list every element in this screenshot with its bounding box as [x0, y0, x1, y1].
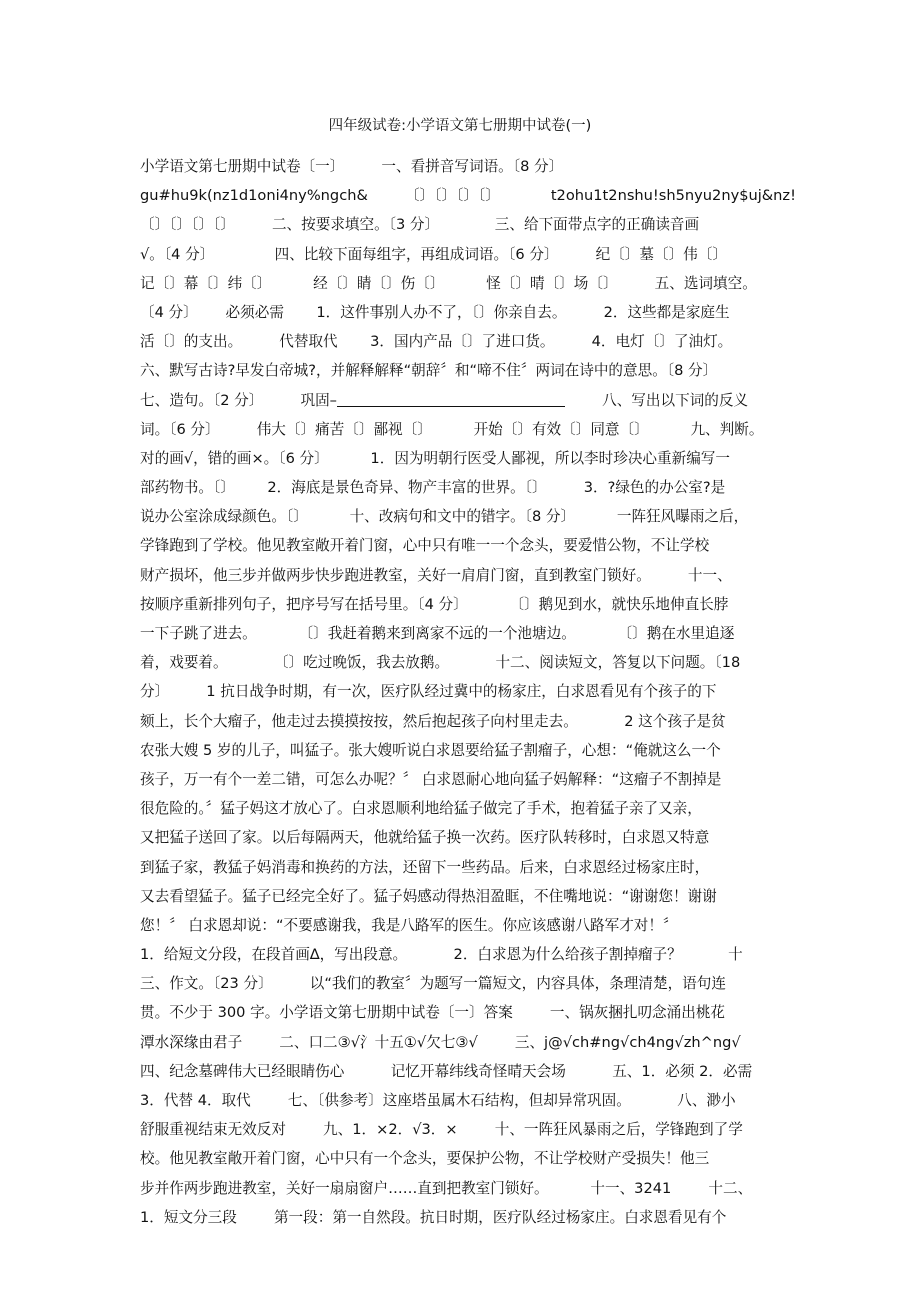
exam-body — [140, 152, 796, 1232]
page-title: 四年级试卷:小学语文第七册期中试卷(一) — [328, 118, 592, 134]
text-line: 舒服重视结束无效反对 九、1．×2．√3．× 十、一阵狂风暴雨之后，学锋跑到了学 — [140, 1121, 743, 1139]
text-line: 农张大嫂 5 岁的儿子，叫猛子。张大嫂听说白求恩要给猛子割瘤子，心想：“俺就这么一个 — [140, 741, 721, 759]
text-line: 按顺序重新排列句子，把序号写在括号里。〔4 分〕 〔〕鹅见到水，就快乐地伸直长脖 — [140, 595, 729, 613]
text-line-with-blank — [140, 386, 790, 415]
text-line: 很危险的。〞猛子妈这才放心了。白求恩顺利地给猛子做完了手术，抱着猛子亲了又亲， — [140, 800, 702, 818]
text-line: 颏上，长个大瘤子，他走过去摸摸按按，然后抱起孩子向村里走去。 2 这个孩子是贫 — [140, 712, 726, 730]
text-line: 〔〕〔〕〔〕〔〕 二、按要求填空。〔3 分〕 三、给下面带点字的正确读音画 — [140, 216, 700, 234]
text-line: 1．短文分三段 第一段：第一自然段。抗日时期，医疗队经过杨家庄。白求恩看见有个 — [140, 1208, 727, 1226]
text-line: 说办公室涂成绿颜色。〔〕 十、改病句和文中的错字。〔8 分〕 一阵狂风曝雨之后， — [140, 508, 749, 526]
text-line: 记〔〕幕〔〕纬〔〕 经〔〕睛〔〕伤〔〕 怪〔〕晴〔〕场〔〕 五、选词填空。 — [140, 274, 757, 292]
text-line: 对的画√，错的画×。〔6 分〕 1．因为明朝行医受人鄙视，所以李时珍决心重新编写一 — [140, 449, 730, 467]
text-line: 六、默写古诗?早发白帝城?，并解释解释“朝辞〞和“啼不住〞两词在诗中的意思。〔8 分〕 — [140, 362, 718, 380]
text-line: 又把猛子送回了家。以后每隔两天，他就给猛子换一次药。医疗队转移时，白求恩又特意 — [140, 829, 710, 847]
text-line: 学锋跑到了学校。他见教室敞开着门窗，心中只有唯一一个念头，要爱惜公物，不让学校 — [140, 537, 710, 555]
text-line: gu#hu9k(nz1d1oni4ny%ngch& 〔〕〔〕〔〕〔〕 t2ohu1t2nshu!sh5nyu2ny$uj&nz! — [140, 187, 796, 205]
text-line: 您！〞 白求恩却说：“不要感谢我，我是八路军的医生。你应该感谢八路军才对！〞 — [140, 916, 678, 934]
text-line: 〔4 分〕 必须必需 1．这件事别人办不了，〔〕你亲自去。 2．这些都是家庭生 — [140, 303, 730, 321]
text-line: 贯。不少于 300 字。小学语文第七册期中试卷〔一〕答案 一、锅灰捆扎叨念涌出桃花 — [140, 1004, 726, 1022]
text-line: 词。〔6 分〕 伟大〔〕痛苦〔〕鄙视〔〕 开始〔〕有效〔〕同意〔〕 九、判断。 — [140, 420, 764, 438]
sentence-prompt: 七、造句。〔2 分〕 巩固– — [140, 391, 337, 409]
text-line: 活〔〕的支出。 代替取代 3．国内产品〔〕了进口货。 4．电灯〔〕了油灯。 — [140, 333, 733, 351]
text-line: 又去看望猛子。猛子已经完全好了。猛子妈感动得热泪盈眶，不住嘴地说：“谢谢您！谢谢 — [140, 887, 717, 905]
text-line: 一下子跳了进去。 〔〕我赶着鹅来到离家不远的一个池塘边。 〔〕鹅在水里追逐 — [140, 625, 735, 642]
text-line: 着，戏要着。 〔〕吃过晚饭，我去放鹅。 十二、阅读短文，答复以下问题。〔18 — [140, 654, 741, 672]
fill-in-blank-line — [337, 391, 565, 407]
text-line: √。〔4 分〕 四、比较下面每组字，再组成词语。〔6 分〕 纪〔〕墓〔〕伟〔〕 — [140, 245, 727, 263]
text-line: 部药物书。〔〕 2．海底是景色奇异、物产丰富的世界。〔〕 3．?绿色的办公室?是 — [140, 479, 726, 497]
text-line: 小学语文第七册期中试卷〔一〕 一、看拼音写词语。〔8 分〕 — [140, 158, 564, 175]
text-line: 四、纪念墓碑伟大已经眼睛伤心 记忆开幕纬线奇怪晴天会场 五、1．必须 2．必需 — [140, 1062, 753, 1080]
text-line: 潭水深缘由君子 二、口二③√氵十五①√欠七③√ 三、j@√ch#ng√ch4ng√zh^ng√ — [140, 1033, 741, 1051]
text-line: 分〕 1 抗日战争时期，有一次，医疗队经过冀中的杨家庄，白求恩看见有个孩子的下 — [140, 683, 717, 701]
text-line: 财产损坏，他三步并做两步快步跑进教室，关好一肩肩门窗，直到教室门锁好。 十一、 — [140, 566, 732, 584]
text-line: 步并作两步跑进教室，关好一扇扇窗户……直到把教室门锁好。 十一、3241 十二、 — [140, 1179, 753, 1197]
text-line: 到猛子家，教猛子妈消毒和换药的方法，还留下一些药品。后来，白求恩经过杨家庄时， — [140, 858, 710, 876]
text-line: 1．给短文分段，在段首画∆，写出段意。 2．白求恩为什么给孩子割掉瘤子？ 十 — [140, 946, 743, 964]
text-line: 校。他见教室敞开着门窗，心中只有一个念头，要保护公物，不让学校财产受损失！他三 — [140, 1150, 710, 1168]
text-line: 孩子，万一有个一差二错，可怎么办呢？〞 白求恩耐心地向猛子妈解释：“这瘤子不割掉是 — [140, 770, 722, 788]
section-heading: 八、写出以下词的反义 — [564, 391, 749, 409]
text-line: 3．代替 4．取代 七、〔供参考〕这座塔虽属木石结构，但却异常巩固。 八、渺小 — [140, 1092, 736, 1109]
text-line: 三、作文。〔23 分〕 以“我们的教室〞为题写一篇短文，内容具体，条理清楚，语句连 — [140, 975, 726, 993]
